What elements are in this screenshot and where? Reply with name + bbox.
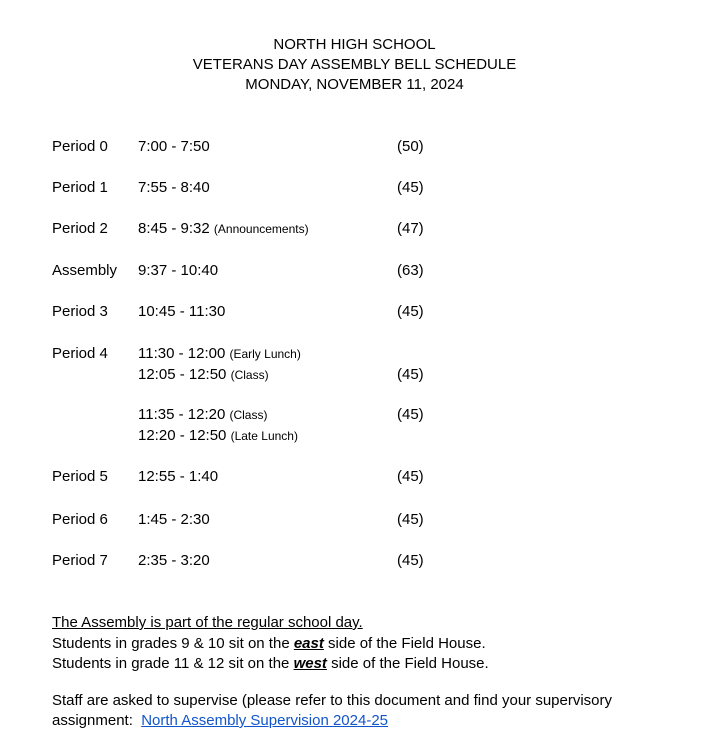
schedule-row-period-3 — [0, 302, 709, 322]
period-name: Period 0 — [52, 138, 108, 155]
assembly-note-text: The Assembly is part of the regular school day. — [52, 614, 363, 631]
period-time: 2:35 - 3:20 — [138, 552, 210, 569]
assembly-note — [52, 613, 692, 633]
period-time-group — [138, 344, 301, 364]
seating-text: Students in grades 9 & 10 sit on the — [52, 635, 294, 652]
period-minutes: (45) — [397, 179, 424, 196]
staff-note-line-2 — [52, 711, 692, 731]
period-minutes: (45) — [397, 406, 424, 423]
seating-text: side of the Field House. — [326, 655, 489, 672]
period-name: Assembly — [52, 262, 118, 279]
period-minutes: (50) — [397, 138, 424, 155]
period-name: Period 3 — [52, 303, 108, 320]
period-time: 8:45 - 9:32 — [138, 220, 210, 237]
schedule-row-period-6 — [0, 510, 709, 530]
seating-text: side of the Field House. — [323, 635, 486, 652]
period-time: 11:30 - 12:00 — [138, 345, 226, 362]
period-note: (Early Lunch) — [229, 347, 301, 361]
period-time-group — [138, 365, 269, 385]
period-name: Period 2 — [52, 220, 108, 237]
period-minutes: (45) — [397, 468, 424, 485]
period-time-group — [138, 426, 298, 446]
period-note: (Late Lunch) — [230, 429, 298, 443]
seating-side: west — [293, 655, 327, 672]
period-time: 7:00 - 7:50 — [138, 138, 210, 155]
period-note: (Class) — [230, 368, 269, 382]
period-minutes: (63) — [397, 262, 424, 279]
schedule-row-period-4-b2 — [0, 426, 709, 446]
period-minutes: (45) — [397, 511, 424, 528]
period-note: (Class) — [229, 408, 268, 422]
schedule-row-period-4-a1 — [0, 344, 709, 364]
schedule-row-period-7 — [0, 551, 709, 571]
period-minutes: (47) — [397, 220, 424, 237]
staff-note-text: Staff are asked to supervise (please refer to this document and find your supervisory — [52, 692, 613, 709]
period-name: Period 7 — [52, 552, 108, 569]
schedule-row-period-4-b1 — [0, 405, 709, 425]
period-name: Period 4 — [52, 345, 108, 362]
schedule-row-period-0 — [0, 137, 709, 157]
period-time: 12:05 - 12:50 — [138, 366, 227, 383]
period-name: Period 5 — [52, 468, 108, 485]
schedule-row-assembly — [0, 261, 709, 281]
document-header — [0, 35, 709, 95]
staff-note-line-1 — [52, 691, 692, 711]
period-time-group — [138, 405, 267, 425]
period-time: 10:45 - 11:30 — [138, 303, 226, 320]
schedule-title: VETERANS DAY ASSEMBLY BELL SCHEDULE — [192, 56, 517, 73]
period-time: 1:45 - 2:30 — [138, 511, 210, 528]
schedule-row-period-5 — [0, 467, 709, 487]
seating-note-grades-11-12 — [52, 654, 692, 674]
schedule-date: MONDAY, NOVEMBER 11, 2024 — [245, 76, 464, 93]
period-time: 12:55 - 1:40 — [138, 468, 219, 485]
period-minutes: (45) — [397, 366, 424, 383]
seating-text: Students in grade 11 & 12 sit on the — [52, 655, 294, 672]
period-time: 9:37 - 10:40 — [138, 262, 219, 279]
period-minutes: (45) — [397, 552, 424, 569]
period-note: (Announcements) — [213, 222, 309, 236]
schedule-row-period-4-a2 — [0, 365, 709, 385]
period-name: Period 1 — [52, 179, 108, 196]
period-name: Period 6 — [52, 511, 108, 528]
schedule-row-period-2 — [0, 219, 709, 239]
period-time: 7:55 - 8:40 — [138, 179, 210, 196]
period-time-group — [138, 219, 309, 239]
period-time: 12:20 - 12:50 — [138, 427, 227, 444]
schedule-row-period-1 — [0, 178, 709, 198]
seating-note-grades-9-10 — [52, 634, 692, 654]
staff-note-text: assignment: — [52, 712, 142, 729]
school-name: NORTH HIGH SCHOOL — [273, 36, 436, 53]
supervision-link[interactable]: North Assembly Supervision 2024-25 — [141, 712, 389, 729]
period-minutes: (45) — [397, 303, 424, 320]
seating-side: east — [293, 635, 324, 652]
period-time: 11:35 - 12:20 — [138, 406, 226, 423]
